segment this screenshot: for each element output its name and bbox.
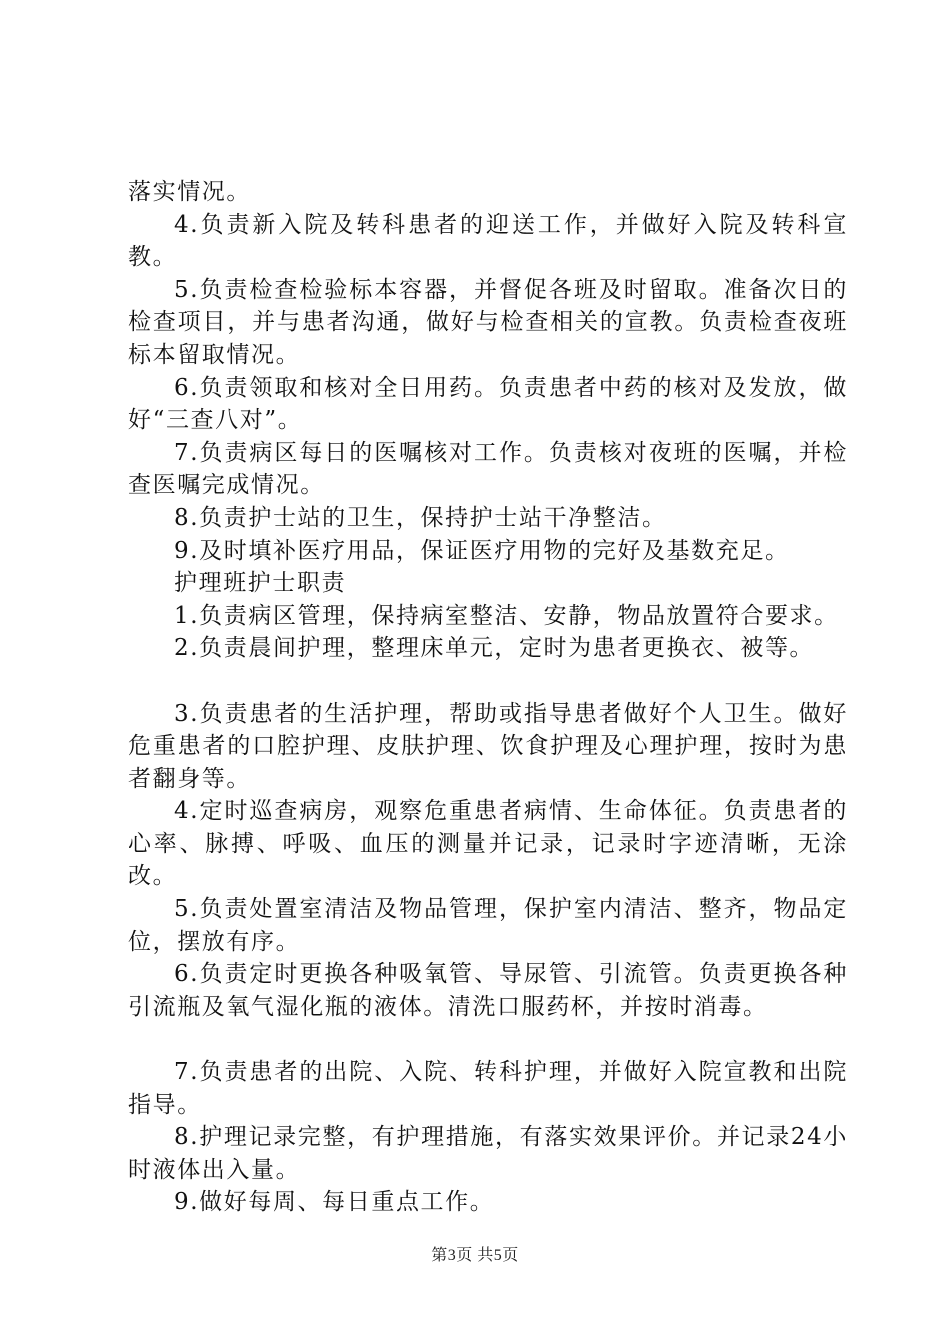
paragraph-item-4: 4.负责新入院及转科患者的迎送工作，并做好入院及转科宣教。 (128, 211, 848, 271)
paragraph-duty-1: 1.负责病区管理，保持病室整洁、安静，物品放置符合要求。 (174, 602, 839, 629)
paragraph-item-6: 6.负责领取和核对全日用药。负责患者中药的核对及发放，做好“三查八对”。 (128, 374, 848, 434)
paragraph-item-7: 7.负责病区每日的医嘱核对工作。负责核对夜班的医嘱，并检查医嘱完成情况。 (128, 439, 848, 499)
section-heading: 护理班护士职责 (174, 570, 347, 597)
document-body (128, 176, 848, 1219)
paragraph-duty-8: 8.护理记录完整，有护理措施，有落实效果评价。并记录24小时液体出入量。 (128, 1124, 848, 1183)
paragraph-duty-2: 2.负责晨间护理，整理床单元，定时为患者更换衣、被等。 (174, 635, 815, 662)
paragraph-item-5: 5.负责检查检验标本容器，并督促各班及时留取。准备次日的检查项目，并与患者沟通，做好与检查相关的宣教。负责检查夜班标本留取情况。 (128, 276, 848, 368)
paragraph-duty-3: 3.负责患者的生活护理，帮助或指导患者做好个人卫生。做好危重患者的口腔护理、皮肤护理、饮食护理及心理护理，按时为患者翻身等。 (128, 700, 848, 792)
page-number-footer: 第3页 共5页 (431, 1247, 519, 1264)
paragraph-duty-6: 6.负责定时更换各种吸氧管、导尿管、引流管。负责更换各种引流瓶及氧气湿化瓶的液体。清洗口服药杯，并按时消毒。 (128, 961, 848, 1020)
paragraph-duty-7: 7.负责患者的出院、入院、转科护理，并做好入院宣教和出院指导。 (128, 1059, 848, 1118)
paragraph-item-8: 8.负责护士站的卫生，保持护士站干净整洁。 (174, 504, 667, 531)
paragraph-item-9: 9.及时填补医疗用品，保证医疗用物的完好及基数充足。 (174, 537, 790, 564)
paragraph-continuation: 落实情况。 (128, 179, 251, 205)
paragraph-duty-9: 9.做好每周、每日重点工作。 (174, 1189, 495, 1216)
paragraph-duty-4: 4.定时巡查病房，观察危重患者病情、生命体征。负责患者的心率、脉搏、呼吸、血压的测量并记录，记录时字迹清晰，无涂改。 (128, 798, 848, 890)
paragraph-duty-5: 5.负责处置室清洁及物品管理，保护室内清洁、整齐，物品定位，摆放有序。 (128, 896, 848, 955)
